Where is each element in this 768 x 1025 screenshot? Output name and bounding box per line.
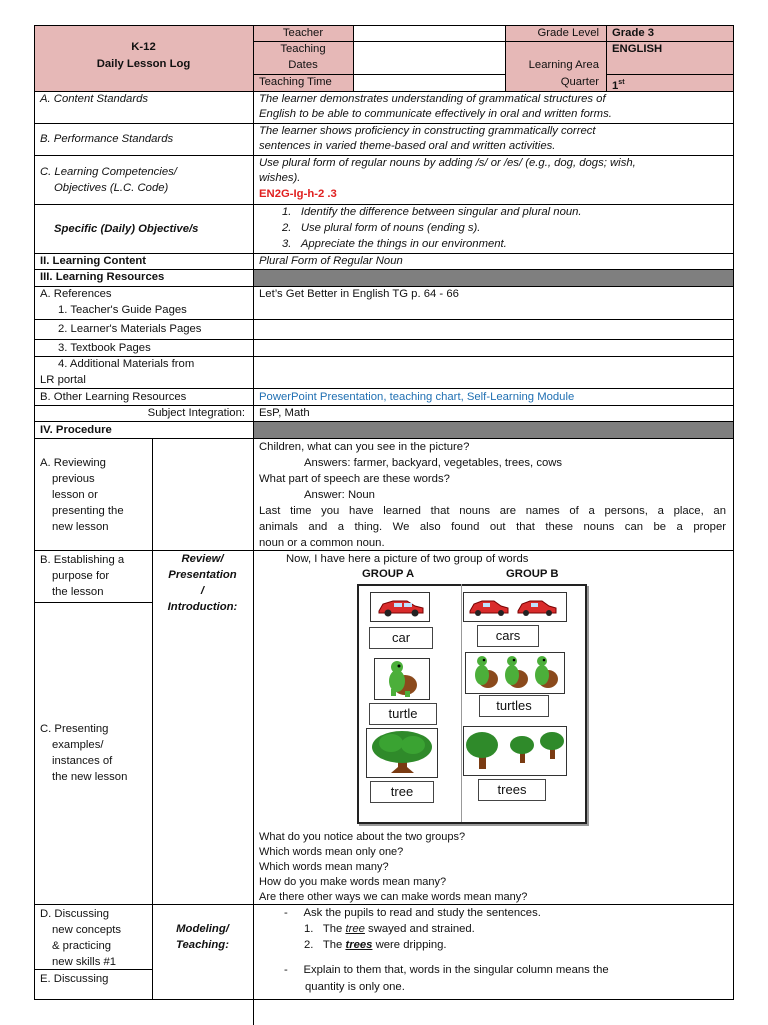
header-title-k12: K-12	[131, 41, 156, 53]
review-paragraph-1: Last time you have learned that nouns are names of a persons, a place, an	[259, 505, 726, 517]
tree-icon	[367, 729, 437, 777]
step-c-label-2: examples/	[52, 739, 104, 751]
competencies-label-1: C. Learning Competencies/	[40, 166, 177, 178]
teaching-dates-label-2: Dates	[288, 59, 318, 71]
header-title-dll: Daily Lesson Log	[96, 58, 191, 70]
review-paragraph-2: animals and a thing. We also found out that these nouns can be a proper	[259, 521, 726, 533]
competencies-label-2: Objectives (L.C. Code)	[54, 182, 169, 194]
step-c-label-3: instances of	[52, 755, 113, 767]
teaching-dates-label-1: Teaching	[280, 43, 326, 55]
learning-resources-label: III. Learning Resources	[40, 271, 165, 283]
modeling-sentence-1: 1. The tree swayed and strained.	[304, 923, 475, 935]
word-tree: tree	[370, 781, 434, 803]
step-a-label-4: presenting the	[52, 505, 124, 517]
procedure-shaded-cell	[253, 422, 734, 438]
teacher-label: Teacher	[282, 27, 324, 39]
learners-materials-label: 2. Learner's Materials Pages	[58, 323, 202, 335]
phase-introduction: Introduction:	[167, 601, 238, 613]
step-c-label-4: the new lesson	[52, 771, 128, 783]
word-turtle: turtle	[369, 703, 437, 725]
content-standards-label: A. Content Standards	[40, 93, 149, 105]
word-turtles: turtles	[479, 695, 549, 717]
trees-icon	[464, 727, 566, 775]
additional-materials-label-2: LR portal	[40, 374, 86, 386]
group-a-title: GROUP A	[362, 568, 415, 580]
learning-area-value: ENGLISH	[612, 43, 663, 55]
teachers-guide-label: 1. Teacher's Guide Pages	[58, 304, 187, 316]
step-a-label-1: A. Reviewing	[40, 457, 106, 469]
group-b-title: GROUP B	[506, 568, 559, 580]
phase-slash: /	[200, 585, 205, 597]
modeling-dash-2-line-2: quantity is only one.	[305, 981, 405, 993]
question-3: Which words mean many?	[259, 861, 389, 873]
phase-teaching: Teaching:	[176, 939, 229, 951]
turtles-icon	[466, 653, 564, 693]
subject-integration-value: EsP, Math	[259, 407, 310, 419]
trees-picture	[463, 726, 567, 776]
turtles-picture	[465, 652, 565, 694]
additional-materials-label-1: 4. Additional Materials from	[58, 358, 195, 370]
phase-modeling: Modeling/	[176, 923, 229, 935]
step-b-label-1: B. Establishing a	[40, 554, 125, 566]
review-answer-1: Answers: farmer, backyard, vegetables, trees, cows	[304, 457, 563, 469]
modeling-sentence-2: 2. The trees were dripping.	[304, 939, 447, 951]
cars-picture	[463, 592, 567, 622]
question-5: Are there other ways we can make words mean many?	[259, 891, 528, 903]
step-d-label-3: & practicing	[52, 940, 112, 952]
quarter-label: Quarter	[560, 76, 599, 88]
specific-objective-1: 1. Identify the difference between singular and plural noun.	[282, 206, 582, 218]
learning-content-value: Plural Form of Regular Noun	[259, 255, 403, 267]
subject-integration-label: Subject Integration:	[147, 407, 245, 419]
step-b-label-3: the lesson	[52, 586, 104, 598]
modeling-dash-2-line-1: - Explain to them that, words in the singular column means the	[284, 964, 609, 976]
groups-divider	[461, 584, 462, 822]
performance-standards-line-2: sentences in varied theme-based oral and written activities.	[259, 140, 556, 152]
question-4: How do you make words mean many?	[259, 876, 447, 888]
textbook-pages-label: 3. Textbook Pages	[58, 342, 151, 354]
content-standards-line-2: English to be able to communicate effectively in oral and written forms.	[259, 108, 612, 120]
step-e-label: E. Discussing	[40, 973, 109, 985]
tree-picture	[366, 728, 438, 778]
procedure-label: IV. Procedure	[40, 424, 112, 436]
review-paragraph-3: noun or a common noun.	[259, 537, 385, 549]
phase-presentation: Presentation	[168, 569, 237, 581]
resources-shaded-cell	[253, 270, 734, 286]
review-question-1: Children, what can you see in the picture?	[259, 441, 470, 453]
word-trees: trees	[478, 779, 546, 801]
review-question-2: What part of speech are these words?	[259, 473, 450, 485]
question-1: What do you notice about the two groups?	[259, 831, 466, 843]
content-standards-line-1: The learner demonstrates understanding of grammatical structures of	[259, 93, 606, 105]
competencies-line-1: Use plural form of regular nouns by adding /s/ or /es/ (e.g., dog, dogs; wish,	[259, 157, 636, 169]
question-2: Which words mean only one?	[259, 846, 404, 858]
phase-review: Review/	[181, 553, 224, 565]
quarter-value: 1st	[612, 79, 625, 92]
grade-level-label: Grade Level	[537, 27, 599, 39]
learning-area-label: Learning Area	[528, 59, 599, 71]
step-d-label-4: new skills #1	[52, 956, 117, 968]
performance-standards-line-1: The learner shows proficiency in constructing grammatically correct	[259, 125, 596, 137]
review-answer-2: Answer: Noun	[304, 489, 375, 501]
performance-standards-label: B. Performance Standards	[40, 133, 174, 145]
word-car: car	[369, 627, 433, 649]
step-d-label-2: new concepts	[52, 924, 122, 936]
step-a-label-3: lesson or	[52, 489, 98, 501]
car-picture	[370, 592, 430, 622]
step-d-label-1: D. Discussing	[40, 908, 110, 920]
intro-line: Now, I have here a picture of two group of words	[286, 553, 529, 565]
references-value: Let’s Get Better in English TG p. 64 - 66	[259, 288, 459, 300]
car-icon	[371, 593, 429, 621]
specific-objectives-label: Specific (Daily) Objective/s	[54, 223, 199, 235]
step-c-label-1: C. Presenting	[40, 723, 109, 735]
step-b-label-2: purpose for	[52, 570, 110, 582]
teaching-time-label: Teaching Time	[259, 76, 332, 88]
turtle-picture	[374, 658, 430, 700]
learning-content-label: II. Learning Content	[40, 255, 147, 267]
word-cars: cars	[477, 625, 539, 647]
modeling-dash-1: - Ask the pupils to read and study the sentences.	[284, 907, 541, 919]
cars-icon	[464, 593, 566, 621]
specific-objective-3: 3. Appreciate the things in our environment.	[282, 238, 507, 250]
grade-level-value: Grade 3	[612, 27, 655, 39]
other-resources-value: PowerPoint Presentation, teaching chart, Self-Learning Module	[259, 391, 575, 403]
step-a-label-5: new lesson	[52, 521, 109, 533]
specific-objective-2: 2. Use plural form of nouns (ending s).	[282, 222, 481, 234]
turtle-icon	[375, 659, 429, 699]
competency-code: EN2G-Ig-h-2 .3	[259, 188, 337, 200]
other-resources-label: B. Other Learning Resources	[40, 391, 187, 403]
competencies-line-2: wishes).	[259, 172, 301, 184]
references-label: A. References	[40, 288, 112, 300]
step-a-label-2: previous	[52, 473, 95, 485]
